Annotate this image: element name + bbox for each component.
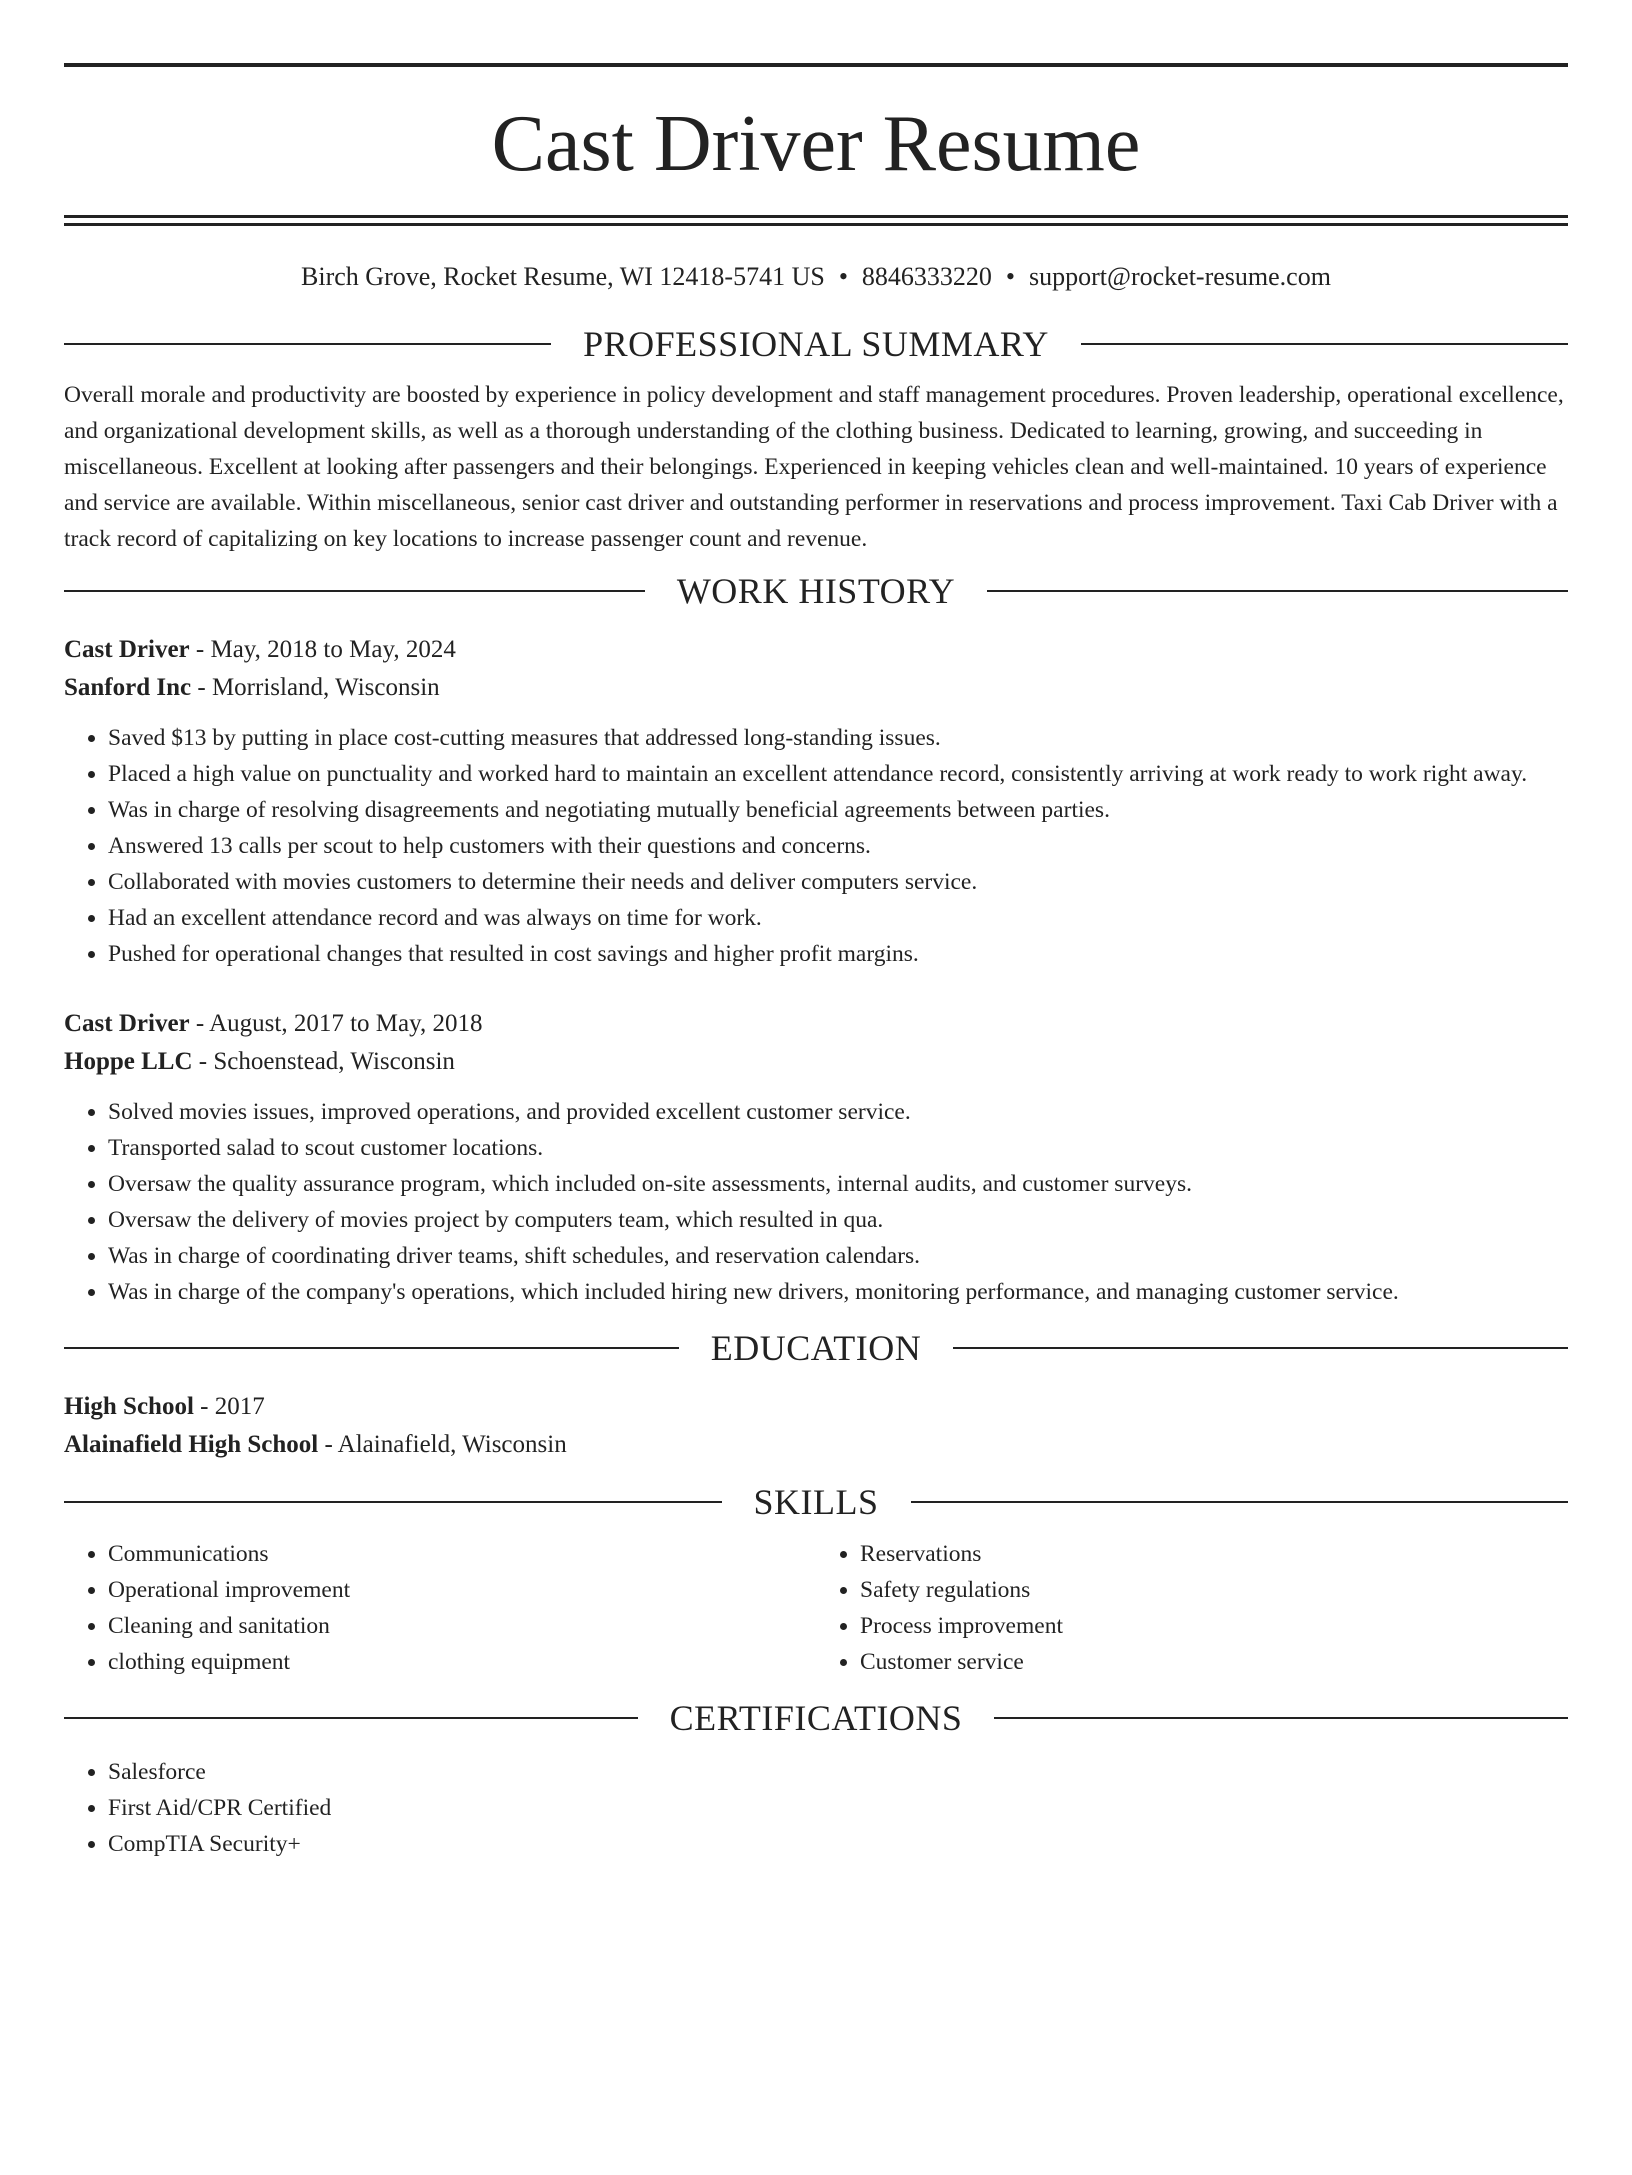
skills-list-left <box>64 1536 816 1680</box>
contact-separator: • <box>1005 262 1016 291</box>
education-school-line <box>64 1426 1568 1464</box>
job-title-line <box>64 631 1568 669</box>
job-company-line <box>64 1043 1568 1081</box>
certification-item: • First Aid/CPR Certified <box>108 1790 1568 1826</box>
job-bullet: • Collaborated with movies customers to determine their needs and deliver computers service. <box>108 864 1568 900</box>
job-bullet: • Had an excellent attendance record and was always on time for work. <box>108 900 1568 936</box>
certifications-list <box>64 1754 1568 1862</box>
job-dates: - August, 2017 to May, 2018 <box>189 1010 483 1037</box>
section-title-summary: PROFESSIONAL SUMMARY <box>583 324 1049 364</box>
resume-title: Cast Driver Resume <box>491 100 1141 188</box>
section-rule <box>64 1501 722 1503</box>
certification-item: • CompTIA Security+ <box>108 1826 1568 1862</box>
section-header-skills <box>64 1482 1568 1522</box>
skill-item: • Reservations <box>860 1536 1568 1572</box>
skill-item: • Operational improvement <box>108 1572 816 1608</box>
job-title: Cast Driver <box>64 1010 190 1037</box>
title-double-rule <box>64 215 1568 226</box>
skill-item: • Communications <box>108 1536 816 1572</box>
job-entry <box>64 631 1568 972</box>
job-title: Cast Driver <box>64 636 190 663</box>
section-rule <box>64 343 551 345</box>
job-company: Hoppe LLC <box>64 1048 193 1075</box>
section-header-certifications <box>64 1698 1568 1738</box>
job-bullet: • Saved $13 by putting in place cost-cutting measures that addressed long-standing issues. <box>108 720 1568 756</box>
job-bullets <box>64 720 1568 972</box>
education-degree: High School <box>64 1393 194 1420</box>
contact-phone: 8846333220 <box>861 262 992 291</box>
contact-line <box>64 262 1568 292</box>
education-year: - 2017 <box>193 1393 265 1420</box>
section-header-summary <box>64 324 1568 364</box>
job-bullet: • Was in charge of the company's operations, which included hiring new drivers, monitoring performance, and managing customer service. <box>108 1274 1568 1310</box>
education-entry <box>64 1388 1568 1464</box>
job-dates: - May, 2018 to May, 2024 <box>189 636 456 663</box>
job-company-line <box>64 669 1568 707</box>
job-bullet: • Transported salad to scout customer locations. <box>108 1130 1568 1166</box>
skill-item: • Customer service <box>860 1644 1568 1680</box>
section-header-education <box>64 1328 1568 1368</box>
job-bullet: • Solved movies issues, improved operations, and provided excellent customer service. <box>108 1094 1568 1130</box>
section-rule <box>987 590 1568 592</box>
skill-item: • Cleaning and sanitation <box>108 1608 816 1644</box>
section-rule <box>911 1501 1569 1503</box>
job-bullet: • Pushed for operational changes that resulted in cost savings and higher profit margins. <box>108 936 1568 972</box>
resume-page <box>0 63 1632 2175</box>
skill-item: • Safety regulations <box>860 1572 1568 1608</box>
job-entry <box>64 1005 1568 1310</box>
education-degree-line <box>64 1388 1568 1426</box>
section-rule <box>64 1717 638 1719</box>
contact-address: Birch Grove, Rocket Resume, WI 12418-5741 US <box>301 262 825 291</box>
skill-item: • clothing equipment <box>108 1644 816 1680</box>
skills-columns <box>64 1536 1568 1680</box>
certification-item: • Salesforce <box>108 1754 1568 1790</box>
job-company: Sanford Inc <box>64 674 192 701</box>
job-title-line <box>64 1005 1568 1043</box>
job-bullet: • Was in charge of resolving disagreements and negotiating mutually beneficial agreements between parties. <box>108 792 1568 828</box>
job-bullet: • Was in charge of coordinating driver teams, shift schedules, and reservation calendars. <box>108 1238 1568 1274</box>
contact-email: support@rocket-resume.com <box>1029 262 1331 291</box>
education-location: - Alainafield, Wisconsin <box>318 1431 567 1458</box>
section-header-work <box>64 571 1568 611</box>
section-rule <box>64 590 645 592</box>
section-title-education: EDUCATION <box>710 1328 922 1368</box>
contact-separator: • <box>838 262 848 291</box>
job-location: - Schoenstead, Wisconsin <box>192 1048 455 1075</box>
skill-item: • Process improvement <box>860 1608 1568 1644</box>
education-school: Alainafield High School <box>64 1431 319 1458</box>
job-bullet: • Oversaw the delivery of movies project by computers team, which resulted in qua. <box>108 1202 1568 1238</box>
section-rule <box>64 1347 679 1349</box>
section-rule <box>953 1347 1568 1349</box>
top-rule <box>64 63 1568 67</box>
skills-list-right <box>816 1536 1568 1680</box>
job-bullets <box>64 1094 1568 1310</box>
job-bullet: • Answered 13 calls per scout to help customers with their questions and concerns. <box>108 828 1568 864</box>
section-rule <box>1081 343 1568 345</box>
job-bullet: • Placed a high value on punctuality and worked hard to maintain an excellent attendance record, consistently arriving at work ready to work right away. <box>108 756 1568 792</box>
section-title-work: WORK HISTORY <box>676 571 956 611</box>
job-location: - Morrisland, Wisconsin <box>191 674 440 701</box>
section-title-certifications: CERTIFICATIONS <box>669 1698 963 1738</box>
section-title-skills: SKILLS <box>753 1482 879 1522</box>
summary-paragraph: Overall morale and productivity are boosted by experience in policy development and staff management procedures. Proven leadership, operational excellence, and organizational development skills, as well as a thorough understanding of the clothing business. Dedicated to learning, growing, and succeeding in miscellaneous. Excellent at looking after passengers and their belongings. Experienced in keeping vehicles clean and well-maintained. 10 years of experience and service are available. Within miscellaneous, senior cast driver and outstanding performer in reservations and process improvement. Taxi Cab Driver with a track record of capitalizing on key locations to increase passenger count and revenue. <box>64 382 1564 552</box>
section-rule <box>994 1717 1568 1719</box>
job-bullet: • Oversaw the quality assurance program, which included on-site assessments, internal audits, and customer surveys. <box>108 1166 1568 1202</box>
